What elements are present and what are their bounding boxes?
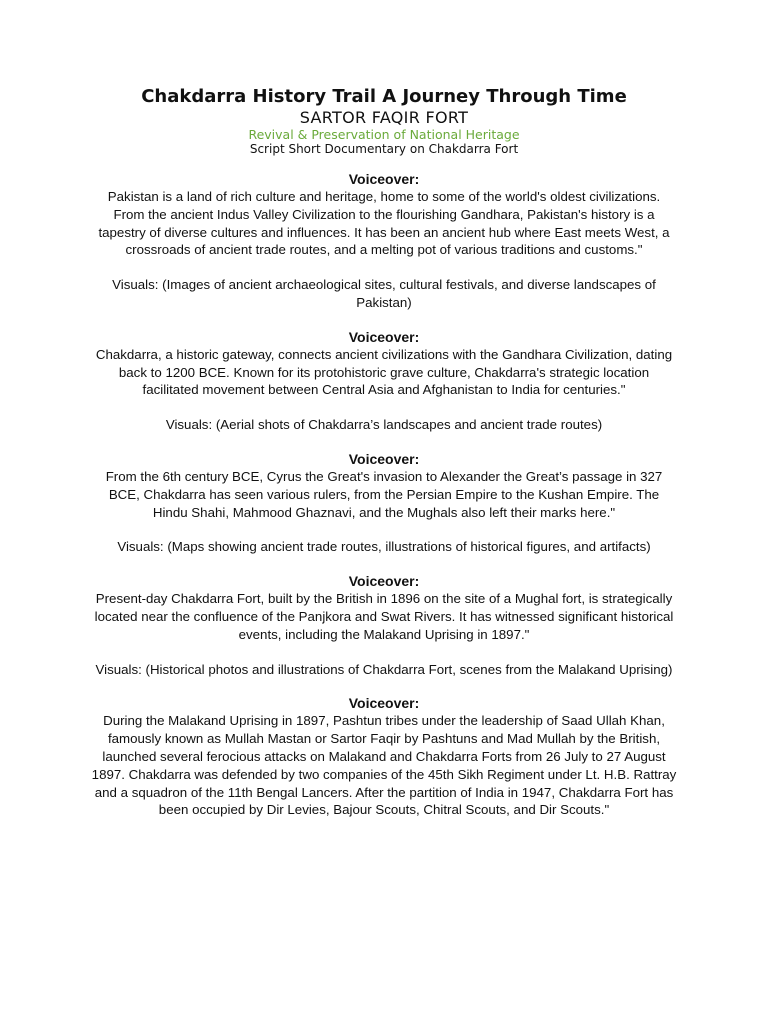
voiceover-text: Present-day Chakdarra Fort, built by the British in 1896 on the site of a Mughal fort, is strategically located near the confluence of the Panjkora and Swat Rivers. It has witnessed significant historical events, including the Malakand Uprising in 1897." — [94, 591, 674, 642]
voiceover-text: From the 6th century BCE, Cyrus the Great's invasion to Alexander the Great’s passage in 327 BCE, Chakdarra has seen various rulers, from the Persian Empire to the Kushan Empire. The Hindu Shahi, Mahmood Ghaznavi, and the Mughals also left their marks here." — [105, 468, 663, 520]
visuals-text: Visuals: (Maps showing ancient trade routes, illustrations of historical figures, and artifacts) — [117, 539, 651, 555]
voiceover-heading: Voiceover: — [348, 171, 420, 187]
voiceover-text: Pakistan is a land of rich culture and heritage, home to some of the world's oldest civilizations. From the ancient Indus Valley Civilization to the flourishing Gandhara, Pakistan's history is a tapestry of diverse cultures and influences. It has been an ancient hub where East meets West, a crossroads of ancient trade routes, and a melting pot of various traditions and customs." — [98, 189, 670, 258]
voiceover-text: Chakdarra, a historic gateway, connects ancient civilizations with the Gandhara Civilization, dating back to 1200 BCE. Known for its protohistoric grave culture, Chakdarra's strategic location facilitated movement between Central Asia and Afghanistan to India for centuries." — [95, 346, 673, 398]
visuals-text: Visuals: (Aerial shots of Chakdarra’s landscapes and ancient trade routes) — [165, 417, 603, 433]
visuals-text: Visuals: (Historical photos and illustrations of Chakdarra Fort, scenes from the Malakand Uprising) — [95, 661, 673, 677]
script-note: Script Short Documentary on Chakdarra Fort — [249, 142, 519, 156]
visuals-text: Visuals: (Images of ancient archaeological sites, cultural festivals, and diverse landscapes of Pakistan) — [112, 277, 656, 310]
document-subtitle: SARTOR FAQIR FORT — [299, 108, 469, 127]
voiceover-text: During the Malakand Uprising in 1897, Pashtun tribes under the leadership of Saad Ullah Khan, famously known as Mullah Mastan or Sartor Faqir by Pashtuns and Mad Mullah by the British, launched several ferocious attacks on Malakand and Chakdarra Forts from 26 July to 27 August 1897. Chakdarra was defended by two companies of the 45th Sikh Regiment under Lt. H.B. Rattray and a squadron of the 11th Bengal Lancers. After the partition of India in 1947, Chakdarra Fort has been occupied by Dir Levies, Bajour Scouts, Chitral Scouts, and Dir Scouts." — [91, 713, 677, 818]
voiceover-heading: Voiceover: — [348, 695, 420, 712]
document-header — [0, 86, 768, 156]
document-tagline: Revival & Preservation of National Heritage — [248, 127, 520, 142]
document-title: Chakdarra History Trail A Journey Through Time — [141, 86, 627, 107]
voiceover-heading: Voiceover: — [348, 450, 420, 467]
voiceover-heading: Voiceover: — [348, 573, 420, 590]
voiceover-heading: Voiceover: — [348, 328, 420, 345]
script-body — [0, 170, 768, 819]
